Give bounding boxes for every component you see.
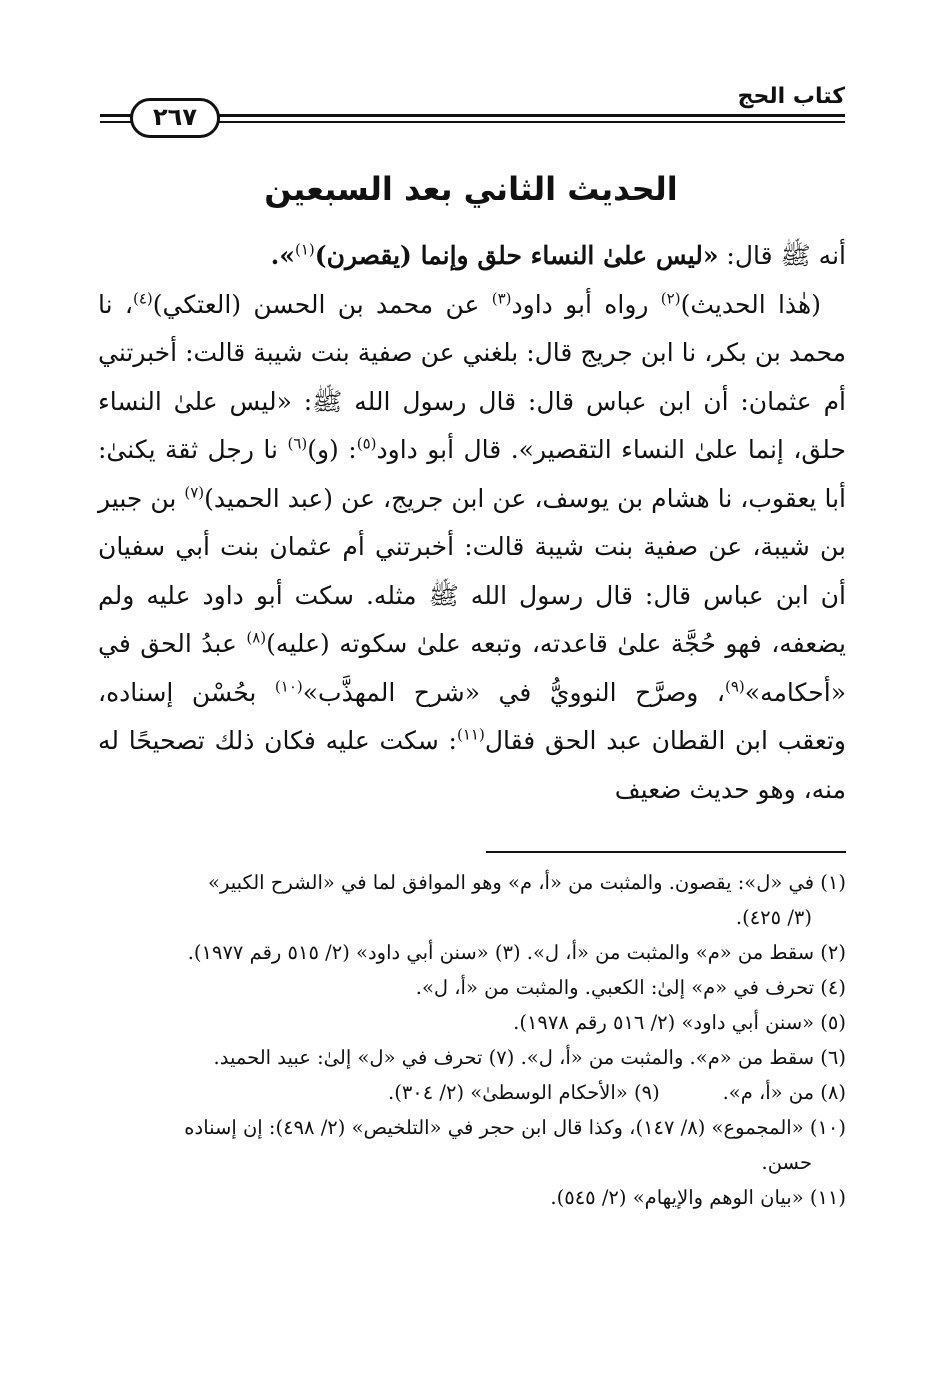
text-run: بحُسْن إسناده، وتعقب ابن القطان عبد الحق فقال (98, 677, 846, 755)
footnote-marker: (٤) (132, 289, 153, 308)
footnote-2-3: (٢) سقط من «م» والمثبت من «أ، ل». (٣) «سنن أبي داود» (٢/ ٥١٥ رقم ١٩٧٧). (187, 941, 846, 964)
footnote-9: (٩) «الأحكام الوسطىٰ» (٢/ ٣٠٤). (388, 1081, 660, 1104)
text-run: رواه أبو داود (511, 289, 661, 319)
text-run: بن جبير بن شيبة، عن صفية بنت شيبة قالت: أخبرتني أم عثمان بنت أبي سفيان أن ابن عباس قال: قال رسول الله ﷺ مثله. سكت أبو داود عليه ولم يضعفه، فهو حُجَّة علىٰ قاعدته، وتبعه علىٰ سكوته (عليه) (98, 483, 847, 658)
footnote-5: (٥) «سنن أبي داود» (٢/ ٥١٦ رقم ١٩٧٨). (513, 1011, 846, 1034)
text-run: عن محمد بن الحسن (العتكي) (152, 289, 492, 319)
footnote-4: (٤) تحرف في «م» إلىٰ: الكعبي. والمثبت من «أ، ل». (415, 976, 846, 999)
footnote-1-continuation (98, 900, 846, 935)
lead-quote: «ليس علىٰ النساء حلق وإنما (يقصرن) (314, 241, 719, 270)
footnote-marker: (٥) (356, 434, 377, 453)
footnote-marker: (٨) (246, 628, 267, 647)
footnote-1: (١) في «ل»: يقصون. والمثبت من «أ، م» وهو الموافق لما في «الشرح الكبير» (208, 871, 846, 894)
section-title: الحديث الثاني بعد السبعين (264, 170, 678, 208)
book-title: كتاب الحج (728, 84, 845, 109)
lead-suffix: ». (270, 241, 295, 270)
footnote-8-9 (98, 1075, 846, 1110)
footnote-1-cont: (٣/ ٤٢٥). (735, 906, 812, 929)
text-run: ، وصرَّح النوويُّ في «شرح المهذَّب» (302, 677, 725, 707)
text-run: نا رجل ثقة يكنىٰ: أبا يعقوب، نا هشام بن يوسف، عن ابن جريج، عن (عبد الحميد) (98, 435, 846, 513)
footnote-10-cont: حسن. (761, 1151, 812, 1174)
footnote-marker: (٦) (287, 434, 308, 453)
footnote-separator (486, 851, 846, 853)
page-number: ٢٦٧ (130, 98, 220, 138)
commentary-paragraph (98, 281, 846, 815)
footnotes (98, 865, 846, 1215)
text-run: عبدُ الحق في «أحكامه» (98, 629, 846, 707)
footnote-marker: (٩) (725, 677, 745, 696)
hadith-lead (98, 232, 846, 281)
footnote-6-7: (٦) سقط من «م». والمثبت من «أ، ل». (٧) تحرف في «ل» إلىٰ: عبيد الحميد. (213, 1046, 846, 1069)
footnote-11: (١١) «بيان الوهم والإيهام» (٢/ ٥٤٥). (550, 1186, 846, 1209)
text-run: : (و) (307, 435, 357, 464)
footnote-10: (١٠) «المجموع» (٨/ ١٤٧)، وكذا قال ابن حجر في «التلخيص» (٢/ ٤٩٨): إن إسناده (184, 1116, 846, 1139)
footnote-10-continuation (98, 1145, 846, 1180)
footnote-marker: (١) (294, 240, 315, 259)
footnote-8: (٨) من «أ، م». (722, 1081, 846, 1104)
text-run: ، نا محمد بن بكر، نا ابن جريج قال: بلغني عن صفية بنت شيبة قالت: أخبرتني أم عثمان: أن ابن عباس قال: قال رسول الله ﷺ: «ليس علىٰ النساء حلق، إنما علىٰ النساء التقصير». قال أبو داود (98, 289, 846, 464)
text-run: (هٰذا الحديث) (680, 289, 821, 319)
footnote-marker: (٧) (184, 483, 205, 502)
lead-prefix: أنه ﷺ قال: (718, 241, 846, 270)
footnote-marker: (٢) (660, 289, 681, 308)
main-text (98, 232, 846, 814)
page-header (100, 80, 845, 130)
text-run: : سكت عليه فكان ذلك تصحيحًا له منه، وهو حديث ضعيف (98, 726, 846, 804)
footnote-marker: (٣) (491, 289, 512, 308)
footnote-marker: (١١) (456, 725, 485, 744)
footnote-marker: (١٠) (274, 677, 303, 696)
